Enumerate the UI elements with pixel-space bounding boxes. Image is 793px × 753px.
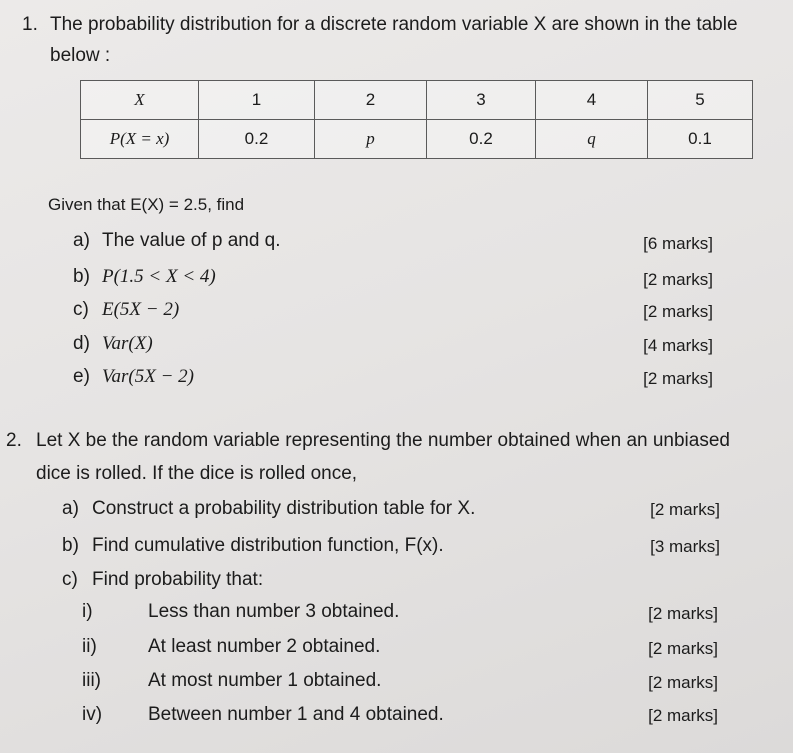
q1-number: 1.	[22, 14, 38, 35]
q1-given: Given that E(X) = 2.5, find	[48, 195, 245, 214]
table-cell: 5	[648, 81, 753, 120]
q2-subpart-label: iv)	[82, 704, 103, 725]
q2-subpart-marks: [2 marks]	[648, 604, 718, 623]
table-cell: 4	[536, 81, 648, 120]
table-label-x: X	[81, 81, 199, 120]
q1-part-text: The value of p and q.	[102, 230, 281, 251]
q1-stem-line1: The probability distribution for a discrete random variable X are shown in the table	[50, 14, 738, 35]
table-label-probability: P(X = x)	[81, 120, 199, 159]
q1-part-label: d)	[73, 333, 90, 354]
q2-part-label: b)	[62, 535, 79, 556]
q2-part-marks: [3 marks]	[650, 537, 720, 556]
q2-part-marks: [2 marks]	[650, 500, 720, 519]
q1-part-label: c)	[73, 299, 89, 320]
q2-part-text: Find cumulative distribution function, F(x).	[92, 535, 444, 556]
q1-part-text: E(5X − 2)	[102, 299, 180, 320]
q2-subpart-text: At most number 1 obtained.	[148, 670, 382, 691]
q2-subpart-label: i)	[82, 601, 93, 622]
table-cell: 1	[199, 81, 315, 120]
q2-subpart-text: Between number 1 and 4 obtained.	[148, 704, 444, 725]
table-cell: 0.1	[648, 120, 753, 159]
table-cell-p: p	[315, 120, 427, 159]
q1-part-label: e)	[73, 366, 90, 387]
q1-part-marks: [2 marks]	[643, 369, 713, 388]
q2-number: 2.	[6, 430, 22, 451]
q1-part-text: Var(X)	[102, 333, 153, 354]
q2-part-label: a)	[62, 498, 79, 519]
q1-part-marks: [2 marks]	[643, 270, 713, 289]
q1-part-marks: [2 marks]	[643, 302, 713, 321]
table-cell: 2	[315, 81, 427, 120]
q1-part-marks: [6 marks]	[643, 234, 713, 253]
q2-part-text: Find probability that:	[92, 569, 264, 590]
q2-subpart-marks: [2 marks]	[648, 706, 718, 725]
table-cell-q: q	[536, 120, 648, 159]
table-row-x	[81, 81, 753, 120]
q1-part-label: b)	[73, 266, 90, 287]
q2-subpart-marks: [2 marks]	[648, 673, 718, 692]
q1-stem-line2: below :	[50, 45, 111, 66]
distribution-table	[80, 80, 753, 159]
table-cell: 3	[427, 81, 536, 120]
table-row-probability	[81, 120, 753, 159]
q2-subpart-text: At least number 2 obtained.	[148, 636, 381, 657]
q2-part-text: Construct a probability distribution table for X.	[92, 498, 476, 519]
table-cell: 0.2	[427, 120, 536, 159]
q2-part-label: c)	[62, 569, 78, 590]
q2-subpart-label: iii)	[82, 670, 101, 691]
table-cell: 0.2	[199, 120, 315, 159]
q2-subpart-marks: [2 marks]	[648, 639, 718, 658]
q2-stem-line1: Let X be the random variable representing the number obtained when an unbiased	[36, 430, 730, 451]
q2-stem-line2: dice is rolled. If the dice is rolled once,	[36, 463, 358, 484]
q1-part-text: P(1.5 < X < 4)	[102, 266, 216, 287]
q2-subpart-text: Less than number 3 obtained.	[148, 601, 400, 622]
q1-part-label: a)	[73, 230, 90, 251]
q2-subpart-label: ii)	[82, 636, 97, 657]
q1-part-marks: [4 marks]	[643, 336, 713, 355]
q1-part-text: Var(5X − 2)	[102, 366, 194, 387]
